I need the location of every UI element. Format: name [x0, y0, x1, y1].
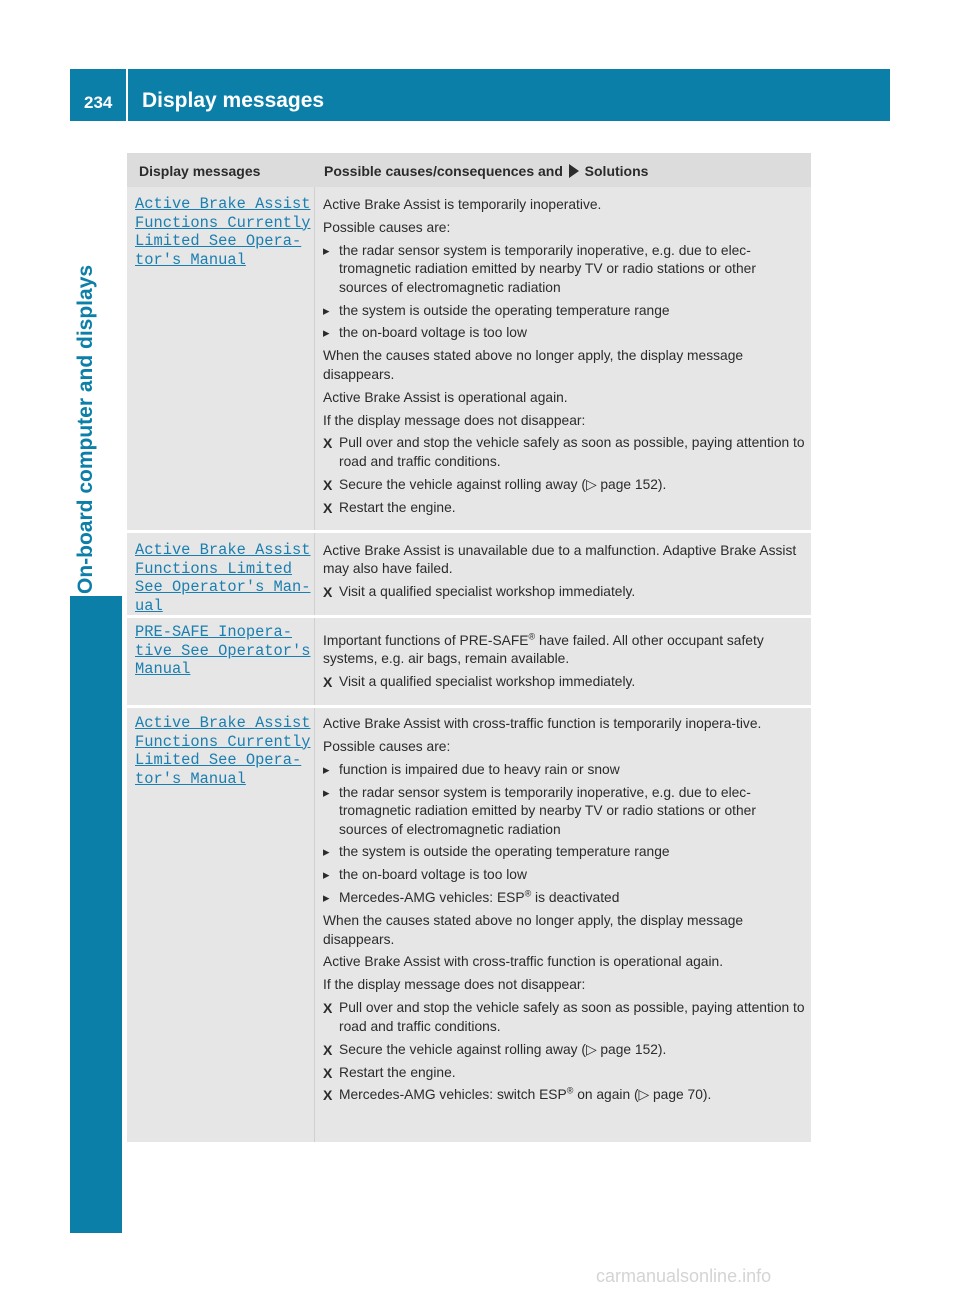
- step-icon: X: [323, 1064, 333, 1081]
- chapter-tab-block: [70, 596, 122, 1233]
- row1-step-3: X Restart the engine.: [323, 499, 456, 516]
- table-row-2-solutions: [323, 542, 805, 606]
- step-icon: X: [323, 1000, 333, 1017]
- column-divider: [314, 187, 315, 1142]
- row1-p3: When the causes stated above no longer apply, the display message disappears.: [323, 348, 744, 382]
- row1-bullet-1: ▸ the radar sensor system is temporarily inoperative, e.g. due to elec-tromagnetic radiation emitted by nearby TV or radio stations or other sources of electromagnetic radiation: [323, 242, 805, 297]
- row2-step-1: X Visit a qualified specialist workshop immediately.: [323, 584, 636, 601]
- row4-p1: Active Brake Assist with cross-traffic function is temporarily inopera-tive.: [323, 716, 762, 731]
- row4-bullet-4: ▸ the on-board voltage is too low: [323, 866, 805, 884]
- display-messages-table: [127, 153, 811, 1142]
- row-separator: [127, 705, 811, 708]
- row1-p1: Active Brake Assist is temporarily inoperative.: [323, 197, 602, 212]
- row1-step-1: X Pull over and stop the vehicle safely as soon as possible, paying attention to road and traffic conditions.: [323, 435, 805, 469]
- page-header: [70, 69, 890, 121]
- col-header-solutions: [324, 163, 648, 179]
- play-arrow-icon: [569, 164, 579, 178]
- row1-step-2: X Secure the vehicle against rolling away (▷ page 152).: [323, 476, 667, 493]
- row1-bullet-2: ▸ the system is outside the operating temperature range: [323, 302, 805, 320]
- row4-bullet-1: ▸ function is impaired due to heavy rain or snow: [323, 761, 805, 779]
- col-header-solutions-pre: Possible causes/consequences and: [324, 163, 563, 179]
- step-icon: X: [323, 674, 333, 691]
- row4-step-3: X Restart the engine.: [323, 1064, 456, 1081]
- chapter-tab-label: On-board computer and displays: [74, 264, 97, 594]
- row4-step-1: X Pull over and stop the vehicle safely as soon as possible, paying attention to road and traffic conditions.: [323, 1000, 805, 1034]
- display-message-3: PRE-SAFE Inopera‐ tive See Operator's Manual: [135, 623, 311, 678]
- col-header-messages: Display messages: [139, 163, 261, 179]
- row3-p1: Important functions of PRE-SAFE® have failed. All other occupant safety systems, e.g. air bags, remain available.: [323, 631, 764, 667]
- step-icon: X: [323, 435, 333, 452]
- display-message-2: Active Brake Assist Functions Limited See Operator's Man‐ ual: [135, 541, 311, 615]
- step-icon: X: [323, 1087, 333, 1104]
- footer-watermark: carmanualsonline.info: [596, 1266, 772, 1286]
- step-icon: X: [323, 1041, 333, 1058]
- row4-step-2: X Secure the vehicle against rolling away (▷ page 152).: [323, 1041, 667, 1058]
- row4-step-4: X Mercedes-AMG vehicles: switch ESP® on again (▷ page 70).: [323, 1085, 712, 1104]
- row4-p2: Possible causes are:: [323, 738, 451, 754]
- row4-bullet-3: ▸ the system is outside the operating temperature range: [323, 843, 805, 861]
- row1-p2: Possible causes are:: [323, 219, 451, 235]
- table-row-1-solutions: [323, 196, 805, 522]
- row-separator: [127, 615, 811, 618]
- table-header: [127, 153, 811, 187]
- page-number: 234: [84, 93, 113, 112]
- row4-p5: If the display message does not disappear:: [323, 977, 586, 993]
- row4-bullet-2: ▸ the radar sensor system is temporarily inoperative, e.g. due to elec-tromagnetic radiation emitted by nearby TV or radio stations or other sources of electromagnetic radiation: [323, 784, 805, 839]
- row4-bullet-5: ▸ Mercedes-AMG vehicles: ESP® is deactivated: [323, 889, 805, 907]
- table-row-4-solutions: [323, 715, 805, 1109]
- row3-step-1: X Visit a qualified specialist workshop immediately.: [323, 674, 636, 691]
- row4-p4: Active Brake Assist with cross-traffic function is operational again.: [323, 954, 724, 970]
- step-icon: X: [323, 476, 333, 493]
- display-message-4: Active Brake Assist Functions Currently Limited See Opera‐ tor's Manual: [135, 714, 311, 788]
- col-header-solutions-post: Solutions: [584, 163, 649, 179]
- header-divider: [126, 69, 128, 121]
- row-separator: [127, 530, 811, 533]
- step-icon: X: [323, 584, 333, 601]
- row2-p1: Active Brake Assist is unavailable due to a malfunction. Adaptive Brake Assist may also have failed.: [323, 543, 797, 577]
- step-icon: X: [323, 499, 333, 516]
- table-row-3-solutions: [323, 632, 805, 696]
- display-message-1: Active Brake Assist Functions Currently Limited See Opera‐ tor's Manual: [135, 195, 311, 269]
- row1-bullet-3: ▸ the on-board voltage is too low: [323, 324, 805, 342]
- page-title: Display messages: [142, 89, 325, 112]
- row1-p4: Active Brake Assist is operational again.: [323, 389, 568, 405]
- row1-p5: If the display message does not disappear:: [323, 412, 586, 428]
- row4-p3: When the causes stated above no longer apply, the display message disappears.: [323, 913, 744, 947]
